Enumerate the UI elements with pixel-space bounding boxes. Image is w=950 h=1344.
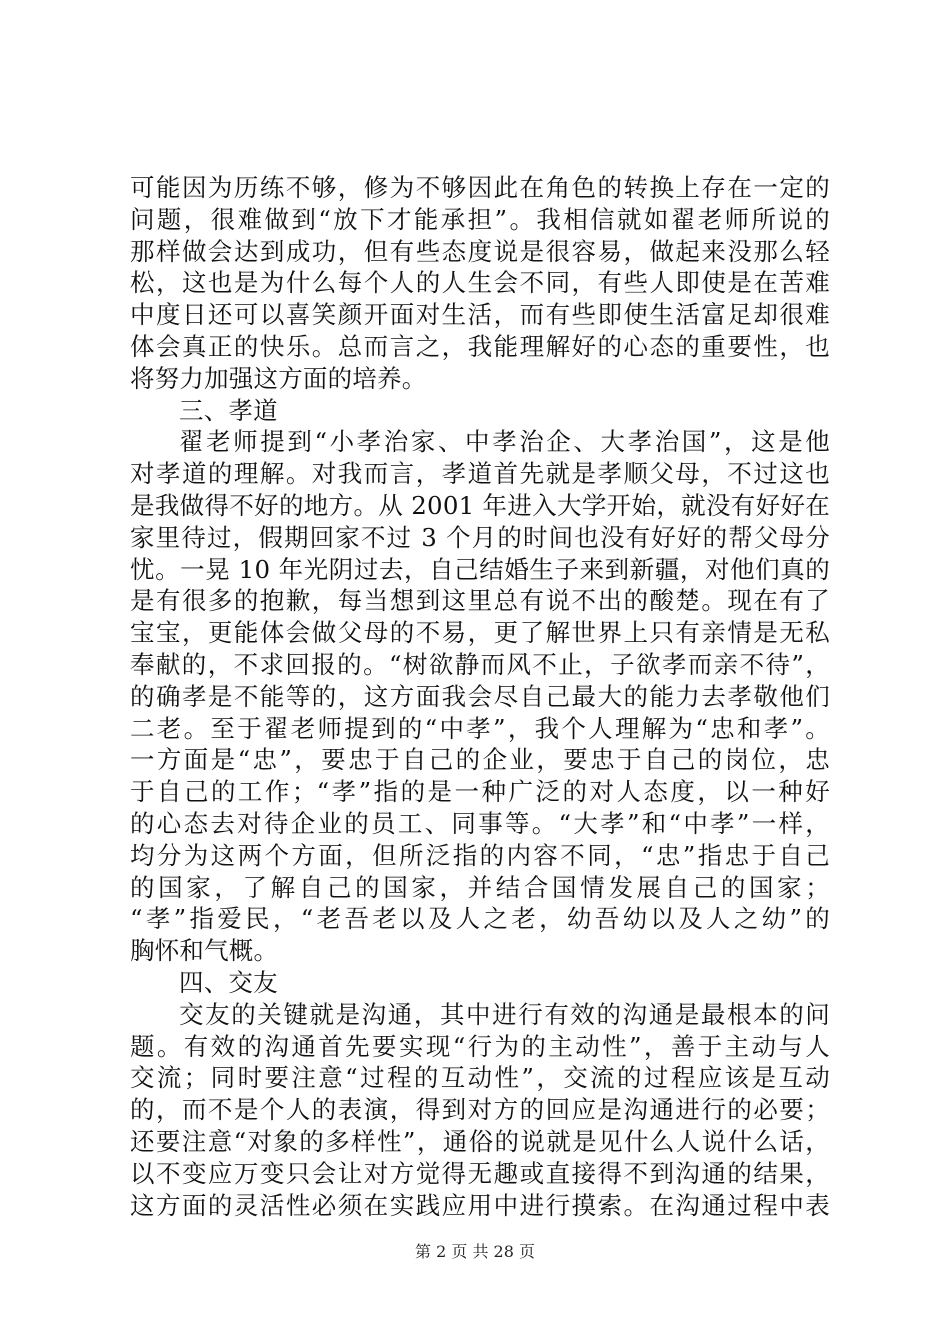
paragraph-line: 问题，很难做到“放下才能承担”。我相信就如翟老师所说的	[130, 204, 830, 234]
paragraph-line: 对孝道的理解。对我而言，孝道首先就是孝顺父母，不过这也	[130, 459, 830, 489]
paragraph-line: 的心态去对待企业的员工、同事等。“大孝”和“中孝”一样，	[130, 808, 830, 838]
paragraph-line: 一方面是“忠”，要忠于自己的企业，要忠于自己的岗位，忠	[130, 745, 830, 775]
paragraph-line: “孝”指爱民，“老吾老以及人之老，幼吾幼以及人之幼”的	[130, 904, 830, 934]
paragraph-line: 体会真正的快乐。总而言之，我能理解好的心态的重要性，也	[130, 331, 830, 361]
paragraph-line: 松，这也是为什么每个人的人生会不同，有些人即使是在苦难	[130, 268, 830, 298]
document-body	[130, 172, 830, 1221]
paragraph-line: 二老。至于翟老师提到的“中孝”，我个人理解为“忠和孝”。	[130, 713, 830, 743]
section-heading: 三、孝道	[179, 395, 278, 425]
paragraph-line: 奉献的，不求回报的。“树欲静而风不止，子欲孝而亲不待”，	[130, 649, 830, 679]
paragraph-line: 胸怀和气概。	[130, 936, 279, 966]
paragraph-line: 的国家，了解自己的国家，并结合国情发展自己的国家；	[130, 872, 830, 902]
paragraph-line: 于自己的工作；“孝”指的是一种广泛的对人态度，以一种好	[130, 777, 830, 807]
section-heading: 四、交友	[179, 967, 278, 997]
paragraph-line: 家里待过，假期回家不过 3 个月的时间也没有好好的帮父母分	[130, 522, 830, 552]
paragraph-line: 均分为这两个方面，但所泛指的内容不同，“忠”指忠于自己	[130, 840, 830, 870]
paragraph-line: 交友的关键就是沟通，其中进行有效的沟通是最根本的问	[179, 999, 830, 1029]
paragraph-line: 的，而不是个人的表演，得到对方的回应是沟通进行的必要；	[130, 1095, 830, 1125]
paragraph-line: 那样做会达到成功，但有些态度说是很容易，做起来没那么轻	[130, 236, 830, 266]
paragraph-line: 交流；同时要注意“过程的互动性”，交流的过程应该是互动	[130, 1063, 830, 1093]
paragraph-line: 忧。一晃 10 年光阴过去，自己结婚生子来到新疆，对他们真的	[130, 554, 830, 584]
paragraph-line: 的确孝是不能等的，这方面我会尽自己最大的能力去孝敬他们	[130, 681, 830, 711]
paragraph-line: 题。有效的沟通首先要实现“行为的主动性”，善于主动与人	[130, 1031, 830, 1061]
paragraph-line: 宝宝，更能体会做父母的不易，更了解世界上只有亲情是无私	[130, 618, 830, 648]
paragraph-line: 是有很多的抱歉，每当想到这里总有说不出的酸楚。现在有了	[130, 586, 830, 616]
paragraph-line: 还要注意“对象的多样性”，通俗的说就是见什么人说什么话，	[130, 1126, 830, 1156]
paragraph-line: 是我做得不好的地方。从 2001 年进入大学开始，就没有好好在	[130, 490, 830, 520]
paragraph-line: 以不变应万变只会让对方觉得无趣或直接得不到沟通的结果，	[130, 1158, 830, 1188]
paragraph-line: 这方面的灵活性必须在实践应用中进行摸索。在沟通过程中表	[130, 1190, 830, 1220]
page-number-footer: 第 2 页 共 28 页	[415, 1242, 535, 1261]
paragraph-line: 可能因为历练不够，修为不够因此在角色的转换上存在一定的	[130, 173, 830, 202]
paragraph-line: 翟老师提到“小孝治家、中孝治企、大孝治国”，这是他	[179, 427, 830, 457]
paragraph-line: 将努力加强这方面的培养。	[130, 363, 427, 393]
paragraph-line: 中度日还可以喜笑颜开面对生活，而有些即使生活富足却很难	[130, 300, 830, 330]
